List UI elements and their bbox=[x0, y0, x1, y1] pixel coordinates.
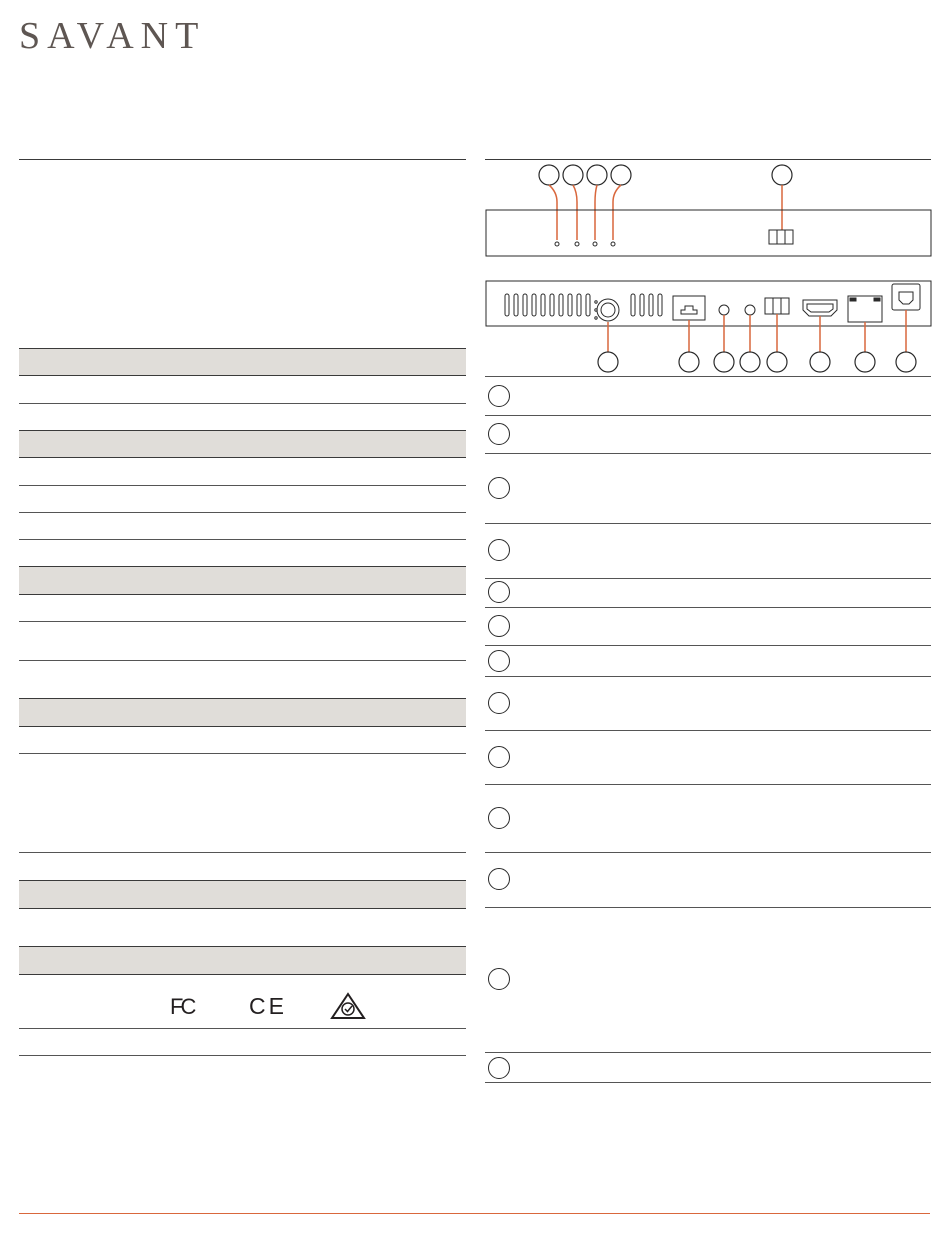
optical-port bbox=[892, 284, 920, 310]
table-row-divider bbox=[19, 539, 466, 540]
legend-number-badge bbox=[488, 692, 510, 714]
rcm-logo bbox=[330, 992, 366, 1020]
callout-4 bbox=[611, 165, 631, 185]
rear-panel-diagram bbox=[485, 280, 933, 376]
legend-divider bbox=[485, 376, 931, 377]
legend-number-badge bbox=[488, 615, 510, 637]
power-jack bbox=[597, 299, 619, 321]
table-row-divider bbox=[19, 753, 466, 754]
callout-1 bbox=[539, 165, 559, 185]
legend-divider bbox=[485, 607, 931, 608]
legend-number-badge bbox=[488, 539, 510, 561]
callout-13 bbox=[896, 352, 916, 372]
led-indicator bbox=[611, 242, 615, 246]
left-section-rule bbox=[19, 159, 466, 160]
spec-section-header bbox=[19, 946, 466, 975]
legend-number-badge bbox=[488, 650, 510, 672]
ethernet-port bbox=[673, 296, 705, 320]
rear-panel-chassis bbox=[486, 281, 931, 326]
hdmi-port bbox=[803, 300, 837, 316]
spec-section-header bbox=[19, 880, 466, 909]
legend-divider bbox=[485, 645, 931, 646]
callout-2 bbox=[563, 165, 583, 185]
spec-section-header bbox=[19, 430, 466, 458]
legend-divider bbox=[485, 852, 931, 853]
legend-number-badge bbox=[488, 423, 510, 445]
table-row-divider bbox=[19, 660, 466, 661]
legend-number-badge bbox=[488, 868, 510, 890]
brand-logo: SAVANT bbox=[19, 15, 206, 57]
ce-logo bbox=[249, 993, 289, 1019]
table-row-divider bbox=[19, 852, 466, 853]
legend-number-badge bbox=[488, 1057, 510, 1079]
legend-divider bbox=[485, 1082, 931, 1083]
legend-number-badge bbox=[488, 807, 510, 829]
callout-7 bbox=[679, 352, 699, 372]
ir-jack bbox=[745, 305, 755, 315]
front-panel-chassis bbox=[486, 210, 931, 256]
terminal-block bbox=[765, 298, 789, 314]
legend-divider bbox=[485, 453, 931, 454]
svg-text:CE: CE bbox=[249, 993, 287, 1019]
callout-11 bbox=[810, 352, 830, 372]
callout-12 bbox=[855, 352, 875, 372]
legend-divider bbox=[485, 784, 931, 785]
table-row-divider bbox=[19, 485, 466, 486]
legend-divider bbox=[485, 523, 931, 524]
led-indicator bbox=[555, 242, 559, 246]
table-row-divider bbox=[19, 403, 466, 404]
spec-section-header bbox=[19, 348, 466, 376]
callout-10 bbox=[767, 352, 787, 372]
spec-section-header bbox=[19, 698, 466, 727]
callout-5 bbox=[772, 165, 792, 185]
callout-9 bbox=[740, 352, 760, 372]
fcc-logo bbox=[170, 993, 204, 1019]
footer-accent-rule bbox=[19, 1213, 930, 1214]
legend-number-badge bbox=[488, 385, 510, 407]
legend-divider bbox=[485, 1052, 931, 1053]
front-panel-diagram bbox=[485, 160, 933, 260]
callout-6 bbox=[598, 352, 618, 372]
legend-number-badge bbox=[488, 581, 510, 603]
callout-3 bbox=[587, 165, 607, 185]
table-row-divider bbox=[19, 1028, 466, 1029]
svg-text:FC: FC bbox=[170, 994, 194, 1019]
legend-divider bbox=[485, 415, 931, 416]
led-indicator bbox=[593, 242, 597, 246]
legend-number-badge bbox=[488, 968, 510, 990]
table-row-divider bbox=[19, 512, 466, 513]
spec-section-header bbox=[19, 566, 466, 595]
legend-divider bbox=[485, 730, 931, 731]
terminal-block bbox=[769, 230, 793, 244]
callout-8 bbox=[714, 352, 734, 372]
legend-number-badge bbox=[488, 477, 510, 499]
table-row-divider bbox=[19, 621, 466, 622]
ir-jack bbox=[719, 305, 729, 315]
led-indicator bbox=[575, 242, 579, 246]
legend-divider bbox=[485, 676, 931, 677]
legend-divider bbox=[485, 578, 931, 579]
legend-divider bbox=[485, 907, 931, 908]
table-row-divider bbox=[19, 1055, 466, 1056]
legend-number-badge bbox=[488, 746, 510, 768]
